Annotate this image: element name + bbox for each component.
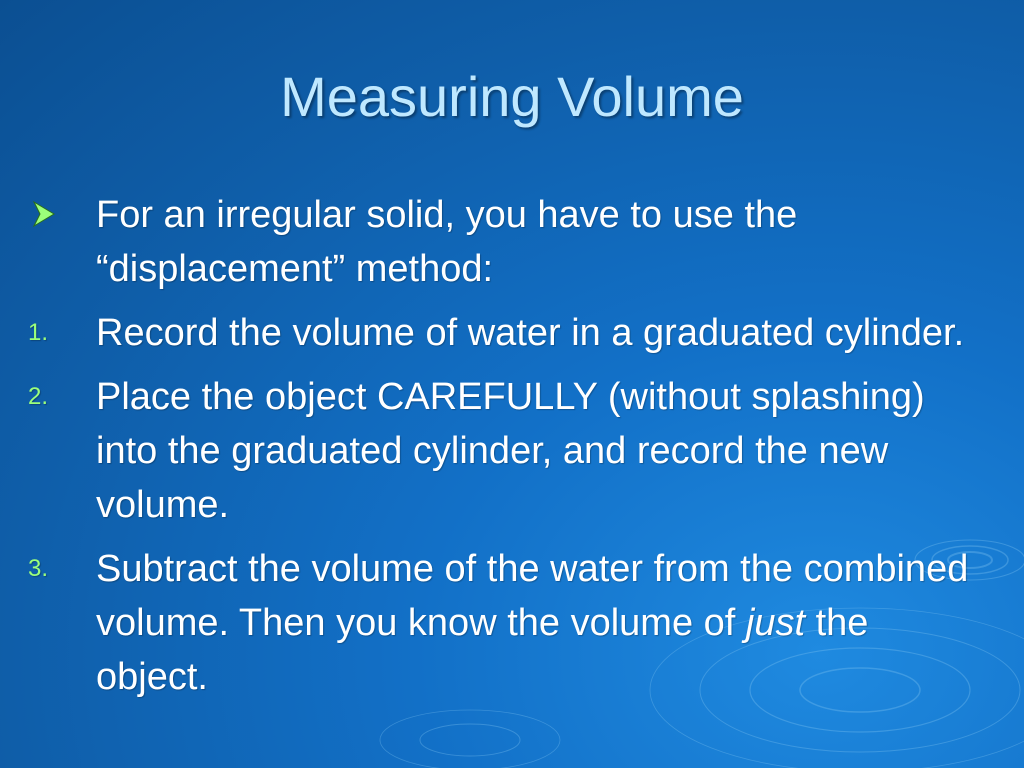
- step-text-end: the object.: [96, 602, 869, 698]
- step-2: [28, 370, 978, 532]
- step-number: 2.: [28, 383, 49, 410]
- step-3: [28, 542, 978, 704]
- arrow-bullet-icon: [32, 200, 56, 228]
- step-text: Record the volume of water in a graduated cylinder.: [96, 312, 965, 354]
- intro-bullet: [28, 188, 978, 296]
- step-number: 1.: [28, 319, 49, 346]
- emphasis-text: just: [745, 602, 806, 644]
- slide-title: Measuring Volume: [280, 65, 744, 128]
- step-1: [28, 306, 978, 360]
- step-number: 3.: [28, 555, 49, 582]
- step-text-start: Subtract the volume of the water from the combined volume. Then you know the volume of: [96, 548, 969, 644]
- step-text: Place the object CAREFULLY (without splashing) into the graduated cylinder, and record the new volume.: [96, 376, 925, 526]
- intro-text: For an irregular solid, you have to use the “displacement” method:: [96, 194, 798, 290]
- bullet-list: [28, 188, 978, 714]
